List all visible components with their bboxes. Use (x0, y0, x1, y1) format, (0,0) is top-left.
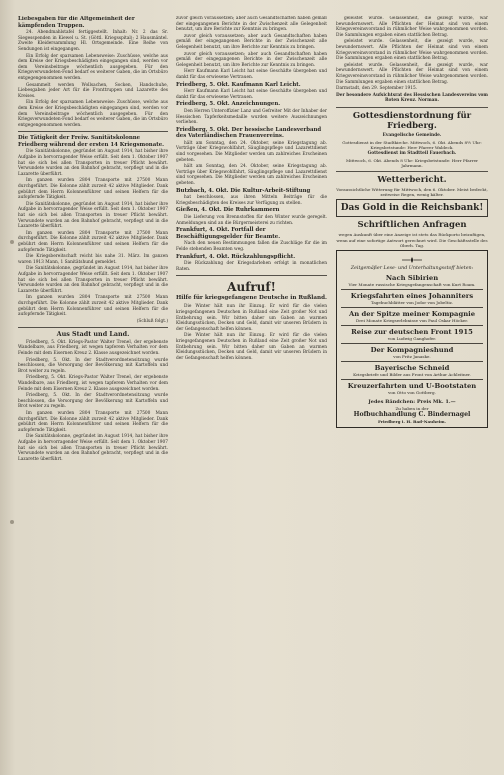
article-text: Friedberg, 5. Okt. Kriegs-Pastor Walter Trenel, der ergebenste Wandelbare, aus Friedberg, ist wegen tapferem Verhalten vor dem Feinde mit dem Eisernen Kreuz 2. Klasse ausgezeichnet worden. (18, 375, 168, 392)
ornament-icon (400, 256, 424, 264)
article-heading: Die Tätigkeit der Freiw. Sanitätskolonne Friedberg während der ersten 14 Kriegsmonate. (18, 135, 165, 148)
ad-book-subtitle: Tagebuchblätter von Jodor von Jobeltiz. (370, 299, 454, 305)
divider (176, 275, 327, 276)
appeal-text: Die Winter hält nun ihr Einzug. Er wird für die vielen kriegsgefangenen Deutschen in Rußland eine Zeit großer Not und Entbehrung sein. Wir bitten daher um Gaben an warmen Kleidungsstücken, Decken und Geld, damit wir unseren Brüdern in der Gefangenschaft helfen können. (176, 333, 327, 361)
church-subtitle: Evangelische Gemeinde. (382, 132, 442, 138)
gold-notice-box (336, 199, 488, 217)
ad-heading: Zeitgemäßer Lese- und Unterhaltungsstoff bieten: (350, 265, 474, 271)
column-right (336, 16, 488, 768)
article-heading: Gießen, 4. Okt. Die Ruhrkammern (176, 207, 280, 214)
church-schedule-title: Gottesdienstordnung für Friedberg. (352, 110, 472, 131)
ad-book-item (341, 379, 483, 397)
divider (18, 131, 168, 132)
church-text: Gottesdienst in der Stadtkirche. Mittwoch, 6. Okt. Abends 8½ Uhr: Kriegsbetstunde: Herr Pfarrer Waldeck. (342, 139, 482, 150)
article-text: hält am Sonntag, den 24. Oktober, seine Kriegstagung ab. Vorträge über Kriegswohlfahrt, Säuglingspflege und Lazarettdienst sind vorgesehen. Die Mitglieder werden um zahlreiches Erscheinen gebeten. (176, 164, 327, 187)
ad-book-subtitle: Kriegsbriefe und Bilder aus Front von Arthur Achleitner. (353, 371, 471, 377)
article-text: geleistet wurde. Gelassenheit, die gezeigt wurde, war bewundernswert. Alle Pflichten der Heimat sind von einem Kriegsvereinsvorstand in rühmlicher Weise wahrgenommen worden. Die Sammlungen ergaben einen stattlichen Betrag. (336, 62, 488, 85)
article-text: Im ganzen wurden 2804 Transporte mit 27500 Mann durchgeführt. Die Kolonne zählt zurzeit 42 aktive Mitglieder. Dank gebührt dem Herrn Kolonnenführer und seinen Helfern für die aufopfernde Tätigkeit. (18, 230, 168, 253)
article-text: hält am Sonntag, den 24. Oktober, seine Kriegstagung ab. Vorträge über Kriegswohlfahrt, Säuglingspflege und Lazarettdienst sind vorgesehen. Die Mitglieder werden um zahlreiches Erscheinen gebeten. (176, 140, 327, 163)
article-heading: Friedberg, 5. Okt. Anzeichnungen. (176, 101, 281, 108)
ad-book-item (341, 307, 483, 325)
ad-book-title: Kriegsfahrten eines Johanniters (350, 291, 474, 300)
weather-title: Wetterbericht. (377, 174, 447, 185)
article-text: Die Sanitätskolonne, gegründet im August 1914, hat bisher ihre Aufgabe in hervorragender Weise erfüllt. Seit dem 1. Oktober 1907 hat sie sich bei allen Transporten in treuer Pflicht bewährt. Verwundete wurden an den Bahnhof gebracht, verpflegt und in die Lazarette überführt. (18, 266, 168, 294)
article-text: Friedberg, 5. Okt. In der Stadtverordnetensitzung wurde beschlossen, die Versorgung der Bevölkerung mit Kartoffeln und Brot weiter zu regeln. (18, 357, 168, 374)
weather-text: Voraussichtliche Witterung für Mittwoch, den 6. Oktober. Meist bedeckt, zeitweise Regen, wenig kälter. (336, 186, 488, 198)
ad-book-item (341, 289, 483, 307)
article-text: Gesammelt werden Wollsachen, Socken, Handschuhe, Liebesgaben jeder Art für die Fronttruppen und Lazarette des Kreises. (18, 82, 168, 99)
punch-hole (10, 240, 14, 244)
article-text: zuvor gleich voraussetzen; aber auch Gesandtschaften haben gemäß der eingegangenen Berichte in der Zwischenzeit alle Gelegenheit benutzt, um ihre Berichte zur Kenntnis zu bringen. (176, 16, 327, 33)
ad-book-item (341, 343, 483, 361)
page-margin (4, 0, 14, 775)
article-text: Den Herren Unteroffizier Lanz und Gefreiter Mit der Inhaber der Hessischen Tapferkeitsmedaille wurden weitere Auszeichnungen verliehen. (176, 108, 327, 126)
punch-hole (10, 520, 14, 524)
article-text: Friedberg, 5. Okt. In der Stadtverordnetensitzung wurde beschlossen, die Versorgung der Bevölkerung mit Kartoffeln und Brot weiter zu regeln. (18, 393, 168, 410)
article-heading: Frankfurt, 4. Okt. Rückzahlungspflicht. (176, 253, 296, 260)
ad-shop-place: Friedberg i. H. Bad-Nauheim. (378, 419, 446, 425)
ad-book-subtitle: Drei Monate Kriegserlebnisse von Paul Oskar Höcker. (355, 317, 469, 323)
divider (18, 327, 168, 328)
ad-shop-name: Hofbuchhandlung C. Bindernagel (353, 411, 471, 419)
article-text: Herr Kaufmann Karl Leicht hat seine Geschäfte übergeben und dankt für das erwiesene Vertrauen. (176, 69, 327, 80)
letters-title: Schriftlichen Anfragen (357, 220, 467, 231)
article-text: geleistet wurde. Gelassenheit, die gezeigt wurde, war bewundernswert. Alle Pflichten der Heimat sind von einem Kriegsvereinsvorstand in rühmlicher Weise wahrgenommen worden. Die Sammlungen ergaben einen stattlichen Betrag. (336, 16, 488, 38)
column-left (18, 16, 168, 768)
signoff-signer: Der besondere Aufsichtsrat des Hessischen Landesvereins vom Roten Kreuz. Norman. (336, 92, 488, 104)
ad-book-title: Kreuzerfahrten und U-Bootstaten (347, 381, 477, 390)
article-heading: Frankfurt, 4. Okt. Fortfall der Beschäftigungsgelder für Beamte. (176, 227, 281, 240)
article-text: Im ganzen wurden 2804 Transporte mit 27500 Mann durchgeführt. Die Kolonne zählt zurzeit 42 aktive Mitglieder. Dank gebührt dem Herrn Kolonnenführer und seinen Helfern für die aufopfernde Tätigkeit. (18, 295, 168, 318)
divider (336, 107, 488, 108)
appeal-text: Die Winter hält nun ihr Einzug. Er wird für die vielen kriegsgefangenen Deutschen in Rußland eine Zeit großer Not und Entbehrung sein. Wir bitten daher um Gaben an warmen Kleidungsstücken, Decken und Geld, damit wir unseren Brüdern in der Gefangenschaft helfen können. (176, 304, 327, 332)
appeal-subtitle: Hilfe für kriegsgefangene Deutsche in Rußland. (176, 295, 327, 302)
article-heading: Friedberg, 5. Okt. Der hessische Landesverband des Vaterländischen Frauenvereins. (176, 126, 322, 140)
signoff-date: Darmstadt, den 29. September 1915. (336, 86, 418, 92)
article-text: Friedberg, 5. Okt. Kriegs-Pastor Walter Trenel, der ergebenste Wandelbare, aus Friedberg, ist wegen tapferem Verhalten vor dem Feinde mit dem Eisernen Kreuz 2. Klasse ausgezeichnet worden. (18, 339, 168, 357)
bookshop-advertisement (336, 250, 488, 428)
article-text: Herr Kaufmann Karl Leicht hat seine Geschäfte übergeben und dankt für das erwiesene Vertrauen. (176, 89, 327, 100)
article-text: Die Rückzahlung der Kriegsdarlehen erfolgt in monatlichen Raten. (176, 261, 327, 272)
divider (336, 171, 488, 172)
article-text: Die Lieferung von Brennstoffen für den Winter wurde geregelt. Anmeldungen sind an die Bürgermeisterei zu richten. (176, 215, 327, 226)
ad-book-subtitle: von Otto von Gottberg. (388, 389, 436, 395)
article-text: Die Sanitätskolonne, gegründet im August 1914, hat bisher ihre Aufgabe in hervorragender Weise erfüllt. Seit dem 1. Oktober 1907 hat sie sich bei allen Transporten in treuer Pflicht bewährt. Verwundete wurden an den Bahnhof gebracht, verpflegt und in die Lazarette überführt. (18, 434, 168, 462)
article-text: hat beschlossen, aus ihren Mitteln Beiträge für die Kriegsbeschädigten des Kreises zur Verfügung zu stellen. (176, 195, 327, 206)
continued-note: (Schluß folgt.) (136, 318, 168, 324)
article-text: Die Sanitätskolonne, gegründet im August 1914, hat bisher ihre Aufgabe in hervorragender Weise erfüllt. Seit dem 1. Oktober 1907 hat sie sich bei allen Transporten in treuer Pflicht bewährt. Verwundete wurden an den Bahnhof gebracht, verpflegt und in die Lazarette überführt. (18, 149, 168, 177)
column-middle (176, 16, 327, 768)
article-text: Ein Erfolg der sparsamen Lebensweise: Zuschüsse, welche aus dem Kreise der Kriegsbeschädigten eingegangen sind, werden vor dem Vereinsbeitrage wöchentlich ausgegeben. Für den Kriegsverwundeten-Fond bedarf es weiterer Gaben, die im Ortsbüro entgegengenommen werden. (18, 100, 168, 128)
article-text: Im ganzen wurden 2804 Transporte mit 27500 Mann durchgeführt. Die Kolonne zählt zurzeit 42 aktive Mitglieder. Dank gebührt dem Herrn Kolonnenführer und seinen Helfern für die aufopfernde Tätigkeit. (18, 178, 168, 201)
ad-price: Jedes Bändchen: Preis Mk. 1.— (368, 398, 456, 405)
article-heading: Friedberg, 5. Okt. Kaufmann Karl Leicht. (176, 81, 301, 88)
article-text: Die Sanitätskolonne, gegründet im August 1914, hat bisher ihre Aufgabe in hervorragender Weise erfüllt. Seit dem 1. Oktober 1907 hat sie sich bei allen Transporten in treuer Pflicht bewährt. Verwundete wurden an den Bahnhof gebracht, verpflegt und in die Lazarette überführt. (18, 201, 168, 230)
article-text: zuvor gleich voraussetzen; aber auch Gesandtschaften haben gemäß der eingegangenen Berichte in der Zwischenzeit alle Gelegenheit benutzt, um ihre Berichte zur Kenntnis zu bringen. (176, 51, 327, 68)
article-text: Nach den neuen Bestimmungen fallen die Zuschläge für die im Felde stehenden Beamten weg. (176, 241, 327, 252)
article-text: Im ganzen wurden 2804 Transporte mit 27500 Mann durchgeführt. Die Kolonne zählt zurzeit 42 aktive Mitglieder. Dank gebührt dem Herrn Kolonnenführer und seinen Helfern für die aufopfernde Tätigkeit. (18, 411, 168, 433)
article-heading: Butzbach, 4. Okt. Die Kultur-Arbeit-Stiftung (176, 187, 311, 194)
appeal-title: Aufruf! (227, 280, 276, 295)
ad-book-subtitle: Vier Monate russische Kriegsgefangenschaft von Kurt Roam. (348, 281, 476, 287)
ad-book-title: Bayerische Schneid (374, 363, 450, 372)
ad-book-title: Reise zur deutschen Front 1915 (351, 327, 473, 336)
ad-book-title: Der Kompagnieshund (370, 345, 454, 354)
article-text: zuvor gleich voraussetzen; aber auch Gesandtschaften haben gemäß der eingegangenen Berichte in der Zwischenzeit alle Gelegenheit benutzt, um ihre Berichte zur Kenntnis zu bringen. (176, 33, 327, 50)
article-text: Die Kriegsbereitschaft reicht bis nahe 31. März. Im ganzen waren 1913 Mann, 1 Sanitätshund gemeldet. (18, 254, 168, 265)
gold-notice-text: Das Gold in die Reichsbank! (340, 203, 484, 214)
ad-book-subtitle: von Ludwig Ganghofer. (387, 335, 437, 341)
article-heading: Liebesgaben für die Altgemeinheit der kämpfenden Truppen. (18, 16, 135, 29)
article-text: 24. Abendmahlstafel fertiggestellt. Inhalt: Nr. 2 das Sr. Siegesspenden in Kiewel u. St. (Göttl. Kriegsspital); 2 Hausmäntel. Zweite Kleidersammlung Hl. Ortsgemeinde. Eine Reihe von Sendungen ist eingegangen. (18, 30, 168, 52)
ad-book-item (341, 325, 483, 343)
letters-text: wegen Auskunft über eine Anzeige ist stets das Rückporto beizufügen, wenn auf eine sofortige Antwort gerechnet wird. Die Geschäftsstelle des Oberh. Tag. (336, 232, 488, 248)
section-heading: Aus Stadt und Land. (56, 330, 130, 339)
ad-book-subtitle: von Fritz Janaske. (393, 353, 431, 359)
article-text: geleistet wurde. Gelassenheit, die gezeigt wurde, war bewundernswert. Alle Pflichten der Heimat sind von einem Kriegsvereinsvorstand in rühmlicher Weise wahrgenommen worden. Die Sammlungen ergaben einen stattlichen Betrag. (336, 39, 488, 62)
church-subtitle: Gottesdienst im Stadtteil Fauerbach. (367, 150, 457, 156)
article-text: Ein Erfolg der sparsamen Lebensweise: Zuschüsse, welche aus dem Kreise der Kriegsbeschädigten eingegangen sind, werden vor dem Vereinsbeitrage wöchentlich ausgegeben. Für den Kriegsverwundeten-Fond bedarf es weiterer Gaben, die im Ortsbüro entgegengenommen werden. (18, 53, 168, 81)
church-text: Mittwoch, 6. Okt. Abends 8 Uhr: Kriegsbetstunde: Herr Pfarrer Jahrmann. (346, 157, 478, 168)
ad-book-item (341, 272, 483, 289)
ad-book-list (341, 272, 483, 397)
ad-shop-intro: Zu haben in der (395, 405, 429, 411)
ad-book-title: Nach Sibirien (385, 273, 439, 282)
ad-book-item (341, 361, 483, 379)
ad-book-title: An der Spitze meiner Kompagnie (348, 309, 476, 318)
